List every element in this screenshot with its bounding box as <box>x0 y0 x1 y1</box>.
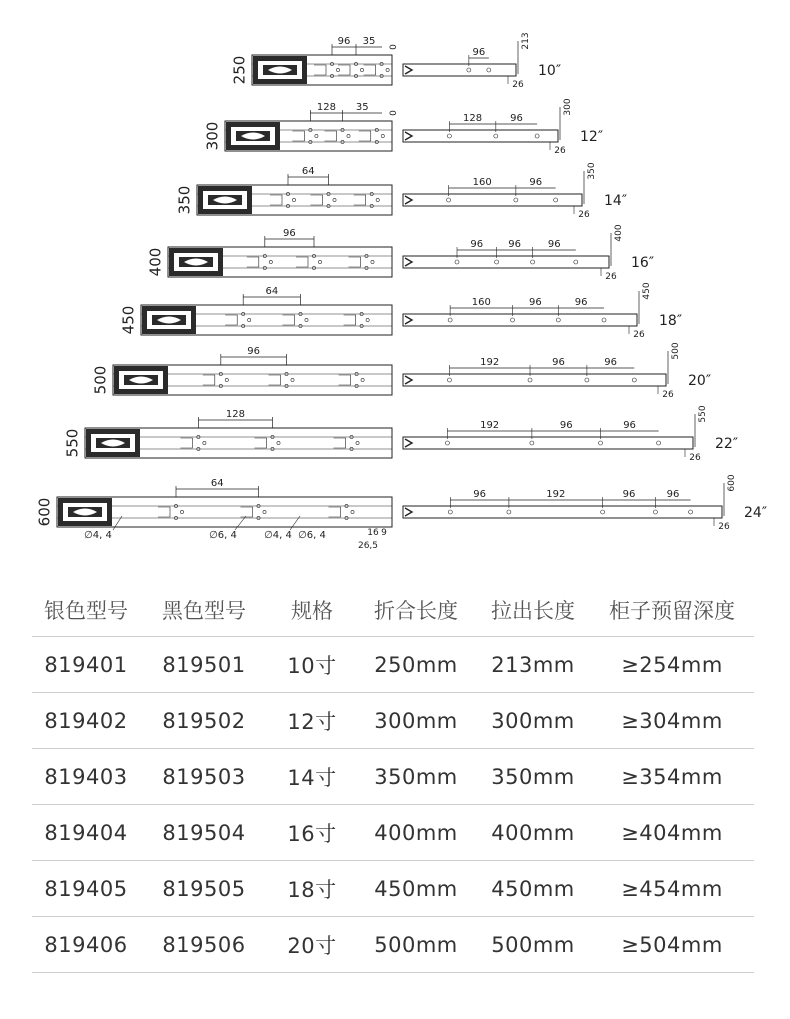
size-inch-label: 10″ <box>538 63 562 79</box>
closed-length-label: 400 <box>146 247 165 277</box>
mounting-slot <box>158 507 170 517</box>
mounting-hole <box>315 134 318 137</box>
mounting-slot <box>334 438 346 448</box>
mounting-hole <box>366 318 369 321</box>
rail-hole <box>585 378 589 382</box>
rail-hole <box>653 510 657 514</box>
end-offset-label: 26 <box>718 522 730 532</box>
mounting-hole <box>347 134 350 137</box>
cell-extension-length: 350mm <box>476 749 590 805</box>
cell-extension-length: 300mm <box>476 693 590 749</box>
rail-hole <box>601 510 605 514</box>
open-rail-body <box>403 374 666 386</box>
open-dimension-label: 160 <box>471 297 491 308</box>
open-length-label: 500 <box>671 342 681 360</box>
cell-closed-length: 450mm <box>356 861 476 917</box>
closed-dimension-label: 96 <box>247 346 261 357</box>
open-rail-hook <box>405 439 412 447</box>
rail-hole <box>487 68 491 72</box>
size-inch-label: 16″ <box>631 255 655 271</box>
cell-black-model: 819502 <box>140 693 268 749</box>
rail-hole <box>657 441 661 445</box>
open-rail-hook <box>405 508 412 516</box>
mounting-slot <box>329 507 341 517</box>
mounting-slot <box>354 195 366 205</box>
rail-hole <box>507 510 511 514</box>
end-offset-label: 26 <box>689 453 701 463</box>
mounting-hole <box>277 441 280 444</box>
open-rail-hook <box>405 132 412 140</box>
cell-closed-length: 300mm <box>356 693 476 749</box>
closed-length-label: 350 <box>175 185 194 215</box>
open-dimension-label: 96 <box>622 489 636 500</box>
open-dimension-label: 96 <box>473 489 486 500</box>
mounting-hole <box>318 260 321 263</box>
table-row <box>32 917 754 973</box>
rail-hole <box>511 318 515 322</box>
rail-hole <box>467 68 471 72</box>
rail-hole <box>599 441 603 445</box>
closed-length-label: 500 <box>91 365 110 395</box>
table-row <box>32 805 754 861</box>
closed-dimension-label: 128 <box>316 102 336 113</box>
closed-dimension-label: 35 <box>355 102 369 113</box>
rail-hole <box>455 260 459 264</box>
cell-black-model: 819506 <box>140 917 268 973</box>
header-cabinet-depth: 柜子预留深度 <box>590 584 754 637</box>
open-dimension-label: 96 <box>574 297 588 308</box>
rail-hole <box>531 260 535 264</box>
cell-black-model: 819505 <box>140 861 268 917</box>
mounting-slot <box>292 131 304 141</box>
cell-black-model: 819503 <box>140 749 268 805</box>
mounting-hole <box>336 68 339 71</box>
closed-dimension-label: 96 <box>337 36 351 47</box>
rail-hole <box>530 441 534 445</box>
open-length-label: 350 <box>587 162 597 180</box>
mounting-hole <box>381 134 384 137</box>
cell-cabinet-depth: ≥404mm <box>590 805 754 861</box>
mounting-slot <box>283 315 295 325</box>
mounting-slot <box>359 131 371 141</box>
mounting-slot <box>314 65 326 75</box>
open-rail-body <box>403 194 582 206</box>
rail-hole <box>535 134 539 138</box>
cell-size: 14寸 <box>268 749 356 805</box>
mounting-slot <box>270 195 282 205</box>
closed-dimension-label: 64 <box>210 478 224 489</box>
mounting-slot <box>241 507 253 517</box>
spec-table <box>32 584 754 973</box>
cell-closed-length: 500mm <box>356 917 476 973</box>
header-silver-model: 银色型号 <box>32 584 140 637</box>
open-length-label: 213 <box>521 32 531 50</box>
mounting-slot <box>269 375 281 385</box>
open-dimension-label: 96 <box>508 239 521 250</box>
cell-size: 20寸 <box>268 917 356 973</box>
size-inch-label: 14″ <box>604 193 628 209</box>
closed-length-label: 250 <box>230 55 249 85</box>
header-closed-length: 折合长度 <box>356 584 476 637</box>
mounting-slot <box>247 257 259 267</box>
mounting-hole <box>263 510 266 513</box>
open-length-label: 550 <box>698 405 708 423</box>
rail-hole <box>447 134 451 138</box>
open-rail-hook <box>405 376 412 384</box>
mounting-hole <box>292 198 295 201</box>
mounting-slot <box>364 65 376 75</box>
rail-hole <box>448 318 452 322</box>
mounting-slot <box>180 438 192 448</box>
header-black-model: 黑色型号 <box>140 584 268 637</box>
open-dimension-label: 96 <box>559 420 573 431</box>
cell-silver-model: 819403 <box>32 749 140 805</box>
dimension-label: 26,5 <box>357 541 379 551</box>
end-offset-label: 26 <box>662 390 674 400</box>
header-extension-length: 拉出长度 <box>476 584 590 637</box>
mounting-hole <box>291 378 294 381</box>
open-dimension-label: 96 <box>552 357 565 368</box>
rail-hole <box>528 378 532 382</box>
end-offset-label: 26 <box>633 330 645 340</box>
mounting-hole <box>371 260 374 263</box>
mounting-hole <box>386 68 389 71</box>
open-rail-body <box>403 506 722 518</box>
open-dimension-label: 96 <box>510 113 523 124</box>
mounting-hole <box>269 260 272 263</box>
cell-cabinet-depth: ≥354mm <box>590 749 754 805</box>
mounting-slot <box>255 438 267 448</box>
cell-cabinet-depth: ≥254mm <box>590 637 754 693</box>
hole-annotation: ∅4, 4 <box>84 530 112 541</box>
cell-closed-length: 250mm <box>356 637 476 693</box>
mounting-hole <box>203 441 206 444</box>
cell-size: 12寸 <box>268 693 356 749</box>
end-offset-label: 26 <box>605 272 617 282</box>
hole-annotation: ∅4, 4 <box>264 530 292 541</box>
closed-dimension-label: 128 <box>225 409 245 420</box>
hole-annotation: ∅6, 4 <box>209 530 237 541</box>
rail-hole <box>494 134 498 138</box>
cell-black-model: 819501 <box>140 637 268 693</box>
open-dimension-label: 96 <box>666 489 680 500</box>
rail-hole <box>602 318 606 322</box>
open-length-label: 450 <box>642 282 652 300</box>
open-length-label: 600 <box>727 474 737 492</box>
closed-dimension-label: 64 <box>265 286 279 297</box>
cell-size: 10寸 <box>268 637 356 693</box>
end-offset-label: 26 <box>578 210 590 220</box>
open-dimension-label: 96 <box>470 239 484 250</box>
mounting-hole <box>305 318 308 321</box>
open-dimension-label: 96 <box>472 47 486 58</box>
mounting-slot <box>348 257 360 267</box>
rail-hole <box>574 260 578 264</box>
closed-length-label: 600 <box>35 497 54 527</box>
open-rail-body <box>403 130 558 142</box>
open-dimension-label: 192 <box>480 420 500 431</box>
mounting-hole <box>376 198 379 201</box>
open-dimension-label: 96 <box>604 357 617 368</box>
table-row <box>32 749 754 805</box>
table-header-row <box>32 584 754 637</box>
size-inch-label: 22″ <box>715 436 739 452</box>
rail-hole <box>445 441 449 445</box>
header-size: 规格 <box>268 584 356 637</box>
size-inch-label: 20″ <box>688 373 712 389</box>
rail-hole <box>448 510 452 514</box>
open-dimension-label: 192 <box>546 489 566 500</box>
cell-silver-model: 819406 <box>32 917 140 973</box>
rail-hole <box>632 378 636 382</box>
cell-size: 16寸 <box>268 805 356 861</box>
open-length-label: 400 <box>614 224 624 242</box>
rail-hole <box>689 510 693 514</box>
closed-dimension-label: 64 <box>301 166 315 177</box>
size-inch-label: 24″ <box>744 505 768 521</box>
open-length-label: 300 <box>563 98 573 116</box>
rail-hole <box>514 198 518 202</box>
mounting-hole <box>361 378 364 381</box>
table-row <box>32 693 754 749</box>
cell-extension-length: 213mm <box>476 637 590 693</box>
dimension-label: 16 <box>367 528 379 538</box>
cell-black-model: 819504 <box>140 805 268 861</box>
table-row <box>32 861 754 917</box>
mounting-hole <box>248 318 251 321</box>
cell-extension-length: 400mm <box>476 805 590 861</box>
cell-silver-model: 819404 <box>32 805 140 861</box>
cell-silver-model: 819405 <box>32 861 140 917</box>
dimension-label: 9 <box>381 528 387 538</box>
mounting-slot <box>344 315 356 325</box>
open-dimension-label: 160 <box>472 177 492 188</box>
cell-closed-length: 400mm <box>356 805 476 861</box>
open-dimension-label: 96 <box>529 297 542 308</box>
rail-hole <box>556 318 560 322</box>
open-dimension-label: 192 <box>480 357 500 368</box>
mounting-hole <box>351 510 354 513</box>
cell-silver-model: 819402 <box>32 693 140 749</box>
cell-cabinet-depth: ≥504mm <box>590 917 754 973</box>
cell-size: 18寸 <box>268 861 356 917</box>
open-rail-hook <box>405 258 412 266</box>
end-offset-label: 26 <box>554 146 566 156</box>
mounting-hole <box>225 378 228 381</box>
mounting-slot <box>225 315 237 325</box>
rail-hole <box>447 378 451 382</box>
rail-hole <box>554 198 558 202</box>
open-dimension-label: 96 <box>623 420 636 431</box>
closed-dimension-label: 35 <box>362 36 376 47</box>
mounting-hole <box>180 510 183 513</box>
mounting-slot <box>296 257 308 267</box>
mounting-hole <box>356 441 359 444</box>
size-inch-label: 18″ <box>659 313 683 329</box>
table-row <box>32 637 754 693</box>
closed-dimension-label: 0 <box>389 44 399 50</box>
mounting-slot <box>325 131 337 141</box>
cell-cabinet-depth: ≥304mm <box>590 693 754 749</box>
mounting-slot <box>311 195 323 205</box>
open-rail-hook <box>405 316 412 324</box>
rail-hole <box>495 260 499 264</box>
closed-dimension-label: 0 <box>389 110 399 116</box>
cell-silver-model: 819401 <box>32 637 140 693</box>
cell-extension-length: 500mm <box>476 917 590 973</box>
closed-length-label: 300 <box>203 121 222 151</box>
cell-extension-length: 450mm <box>476 861 590 917</box>
open-dimension-label: 96 <box>529 177 543 188</box>
mounting-hole <box>333 198 336 201</box>
hole-annotation: ∅6, 4 <box>298 530 326 541</box>
open-rail-hook <box>405 66 412 74</box>
size-inch-label: 12″ <box>580 129 604 145</box>
mounting-slot <box>339 375 351 385</box>
rail-hole <box>447 198 451 202</box>
closed-length-label: 450 <box>119 305 138 335</box>
open-dimension-label: 128 <box>463 113 483 124</box>
end-offset-label: 26 <box>512 80 524 90</box>
closed-length-label: 550 <box>63 428 82 458</box>
open-rail-body <box>403 64 516 76</box>
open-rail-hook <box>405 196 412 204</box>
closed-dimension-label: 96 <box>283 228 296 239</box>
open-rail-body <box>403 437 693 449</box>
mounting-slot <box>203 375 215 385</box>
open-dimension-label: 96 <box>547 239 561 250</box>
cell-cabinet-depth: ≥454mm <box>590 861 754 917</box>
cell-closed-length: 350mm <box>356 749 476 805</box>
mounting-hole <box>360 68 363 71</box>
